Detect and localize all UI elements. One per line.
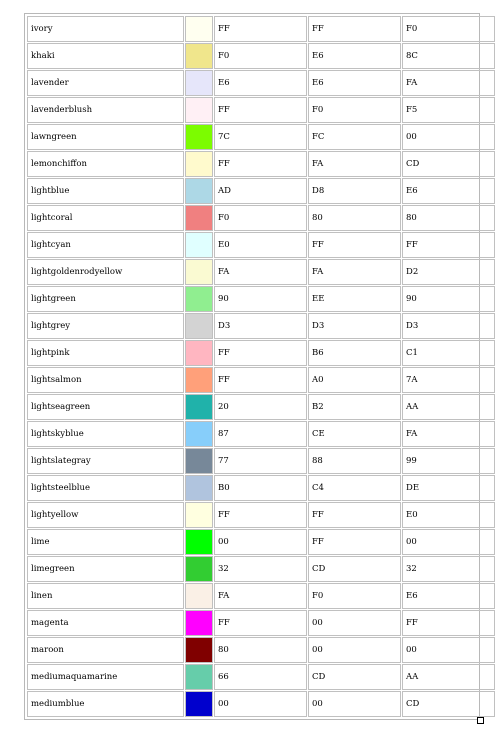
color-row-lightseagreen (27, 394, 495, 420)
hex-b-cell: DE (402, 475, 495, 501)
color-swatch-cell (185, 583, 213, 609)
hex-g-cell: E6 (308, 70, 401, 96)
color-row-magenta (27, 610, 495, 636)
hex-b-cell: F0 (402, 16, 495, 42)
hex-g-cell: EE (308, 286, 401, 312)
color-swatch (186, 98, 212, 122)
color-row-lemonchiffon (27, 151, 495, 177)
color-swatch (186, 179, 212, 203)
color-swatch (186, 152, 212, 176)
color-row-lightgrey (27, 313, 495, 339)
hex-b-cell: C1 (402, 340, 495, 366)
hex-r-cell: FA (214, 583, 307, 609)
hex-g-cell: 00 (308, 610, 401, 636)
color-row-lightcyan (27, 232, 495, 258)
color-swatch (186, 638, 212, 662)
color-swatch (186, 530, 212, 554)
hex-r-cell: FF (214, 16, 307, 42)
hex-g-cell: FC (308, 124, 401, 150)
hex-r-cell: 00 (214, 691, 307, 717)
hex-r-cell: FA (214, 259, 307, 285)
color-swatch (186, 557, 212, 581)
hex-r-cell: B0 (214, 475, 307, 501)
color-name-cell: limegreen (27, 556, 184, 582)
hex-r-cell: FF (214, 340, 307, 366)
color-row-lavender (27, 70, 495, 96)
color-row-maroon (27, 637, 495, 663)
hex-r-cell: 90 (214, 286, 307, 312)
color-swatch-cell (185, 475, 213, 501)
color-name-cell: maroon (27, 637, 184, 663)
color-name-cell: lightsalmon (27, 367, 184, 393)
hex-g-cell: FF (308, 16, 401, 42)
color-name-cell: lightcyan (27, 232, 184, 258)
hex-b-cell: FA (402, 421, 495, 447)
hex-b-cell: FF (402, 232, 495, 258)
hex-r-cell: 20 (214, 394, 307, 420)
hex-r-cell: 80 (214, 637, 307, 663)
color-row-lightsteelblue (27, 475, 495, 501)
color-swatch (186, 503, 212, 527)
color-swatch-cell (185, 448, 213, 474)
color-name-cell: lightblue (27, 178, 184, 204)
color-row-lightcoral (27, 205, 495, 231)
color-name-cell: lightslategray (27, 448, 184, 474)
hex-g-cell: A0 (308, 367, 401, 393)
hex-b-cell: D3 (402, 313, 495, 339)
color-swatch (186, 341, 212, 365)
hex-b-cell: 00 (402, 124, 495, 150)
hex-g-cell: FF (308, 529, 401, 555)
resize-handle[interactable] (477, 717, 484, 724)
color-swatch-cell (185, 394, 213, 420)
color-swatch-cell (185, 232, 213, 258)
hex-b-cell: 90 (402, 286, 495, 312)
hex-r-cell: 77 (214, 448, 307, 474)
color-name-cell: khaki (27, 43, 184, 69)
hex-g-cell: 80 (308, 205, 401, 231)
color-name-cell: lightsteelblue (27, 475, 184, 501)
color-swatch (186, 422, 212, 446)
color-table-body (27, 16, 495, 717)
hex-g-cell: CD (308, 556, 401, 582)
color-swatch-cell (185, 610, 213, 636)
color-table-container (24, 13, 480, 720)
hex-g-cell: B6 (308, 340, 401, 366)
hex-b-cell: 99 (402, 448, 495, 474)
color-name-cell: magenta (27, 610, 184, 636)
hex-g-cell: FF (308, 232, 401, 258)
color-swatch-cell (185, 286, 213, 312)
hex-b-cell: 00 (402, 637, 495, 663)
color-name-cell: lightpink (27, 340, 184, 366)
color-swatch-cell (185, 43, 213, 69)
color-name-cell: lightgreen (27, 286, 184, 312)
hex-b-cell: E0 (402, 502, 495, 528)
color-name-cell: lawngreen (27, 124, 184, 150)
hex-r-cell: AD (214, 178, 307, 204)
hex-b-cell: E6 (402, 178, 495, 204)
color-swatch (186, 584, 212, 608)
hex-b-cell: F5 (402, 97, 495, 123)
color-swatch-cell (185, 367, 213, 393)
color-swatch (186, 260, 212, 284)
color-swatch (186, 449, 212, 473)
color-swatch-cell (185, 16, 213, 42)
color-name-cell: lightskyblue (27, 421, 184, 447)
hex-g-cell: B2 (308, 394, 401, 420)
hex-r-cell: E6 (214, 70, 307, 96)
color-swatch (186, 476, 212, 500)
color-row-lightgoldenrodyellow (27, 259, 495, 285)
hex-g-cell: D3 (308, 313, 401, 339)
hex-r-cell: FF (214, 367, 307, 393)
hex-b-cell: CD (402, 151, 495, 177)
color-swatch-cell (185, 70, 213, 96)
color-row-lime (27, 529, 495, 555)
hex-r-cell: FF (214, 502, 307, 528)
color-swatch-cell (185, 529, 213, 555)
hex-r-cell: FF (214, 97, 307, 123)
color-swatch (186, 665, 212, 689)
hex-r-cell: 32 (214, 556, 307, 582)
hex-b-cell: AA (402, 394, 495, 420)
color-row-linen (27, 583, 495, 609)
hex-b-cell: FF (402, 610, 495, 636)
hex-b-cell: E6 (402, 583, 495, 609)
color-row-lavenderblush (27, 97, 495, 123)
color-swatch (186, 395, 212, 419)
hex-r-cell: FF (214, 610, 307, 636)
color-swatch (186, 71, 212, 95)
color-row-limegreen (27, 556, 495, 582)
color-name-cell: lime (27, 529, 184, 555)
color-swatch-cell (185, 340, 213, 366)
color-swatch-cell (185, 259, 213, 285)
hex-r-cell: E0 (214, 232, 307, 258)
color-swatch (186, 314, 212, 338)
color-name-cell: linen (27, 583, 184, 609)
color-row-lawngreen (27, 124, 495, 150)
color-row-lightpink (27, 340, 495, 366)
color-swatch (186, 287, 212, 311)
hex-b-cell: CD (402, 691, 495, 717)
color-name-cell: lightseagreen (27, 394, 184, 420)
color-swatch-cell (185, 151, 213, 177)
color-name-cell: mediumblue (27, 691, 184, 717)
color-row-lightsalmon (27, 367, 495, 393)
hex-b-cell: 8C (402, 43, 495, 69)
hex-r-cell: 87 (214, 421, 307, 447)
color-row-khaki (27, 43, 495, 69)
hex-g-cell: 00 (308, 637, 401, 663)
color-swatch (186, 368, 212, 392)
color-table (26, 15, 495, 718)
color-swatch (186, 692, 212, 716)
color-swatch-cell (185, 205, 213, 231)
color-swatch (186, 206, 212, 230)
color-swatch-cell (185, 664, 213, 690)
color-swatch (186, 17, 212, 41)
hex-g-cell: E6 (308, 43, 401, 69)
color-swatch (186, 44, 212, 68)
color-swatch (186, 125, 212, 149)
hex-g-cell: 88 (308, 448, 401, 474)
color-row-lightblue (27, 178, 495, 204)
hex-g-cell: FA (308, 259, 401, 285)
color-row-ivory (27, 16, 495, 42)
hex-b-cell: 80 (402, 205, 495, 231)
color-name-cell: lavender (27, 70, 184, 96)
color-name-cell: lavenderblush (27, 97, 184, 123)
hex-g-cell: CE (308, 421, 401, 447)
hex-b-cell: AA (402, 664, 495, 690)
hex-b-cell: 32 (402, 556, 495, 582)
color-swatch-cell (185, 313, 213, 339)
hex-g-cell: 00 (308, 691, 401, 717)
color-name-cell: mediumaquamarine (27, 664, 184, 690)
hex-g-cell: D8 (308, 178, 401, 204)
hex-g-cell: F0 (308, 97, 401, 123)
color-row-lightslategray (27, 448, 495, 474)
hex-b-cell: FA (402, 70, 495, 96)
hex-g-cell: FA (308, 151, 401, 177)
color-swatch-cell (185, 178, 213, 204)
color-row-lightgreen (27, 286, 495, 312)
color-swatch (186, 611, 212, 635)
color-swatch-cell (185, 97, 213, 123)
color-name-cell: ivory (27, 16, 184, 42)
color-name-cell: lightgrey (27, 313, 184, 339)
hex-b-cell: D2 (402, 259, 495, 285)
hex-r-cell: 7C (214, 124, 307, 150)
color-row-lightskyblue (27, 421, 495, 447)
hex-b-cell: 7A (402, 367, 495, 393)
hex-r-cell: 00 (214, 529, 307, 555)
hex-r-cell: FF (214, 151, 307, 177)
color-swatch-cell (185, 637, 213, 663)
color-swatch-cell (185, 556, 213, 582)
hex-g-cell: FF (308, 502, 401, 528)
color-swatch (186, 233, 212, 257)
color-swatch-cell (185, 502, 213, 528)
color-row-mediumaquamarine (27, 664, 495, 690)
color-name-cell: lemonchiffon (27, 151, 184, 177)
color-row-mediumblue (27, 691, 495, 717)
color-swatch-cell (185, 691, 213, 717)
hex-r-cell: D3 (214, 313, 307, 339)
hex-r-cell: F0 (214, 205, 307, 231)
hex-g-cell: F0 (308, 583, 401, 609)
hex-b-cell: 00 (402, 529, 495, 555)
color-name-cell: lightgoldenrodyellow (27, 259, 184, 285)
hex-g-cell: C4 (308, 475, 401, 501)
color-swatch-cell (185, 124, 213, 150)
color-row-lightyellow (27, 502, 495, 528)
color-name-cell: lightcoral (27, 205, 184, 231)
hex-g-cell: CD (308, 664, 401, 690)
hex-r-cell: 66 (214, 664, 307, 690)
color-swatch-cell (185, 421, 213, 447)
hex-r-cell: F0 (214, 43, 307, 69)
color-name-cell: lightyellow (27, 502, 184, 528)
